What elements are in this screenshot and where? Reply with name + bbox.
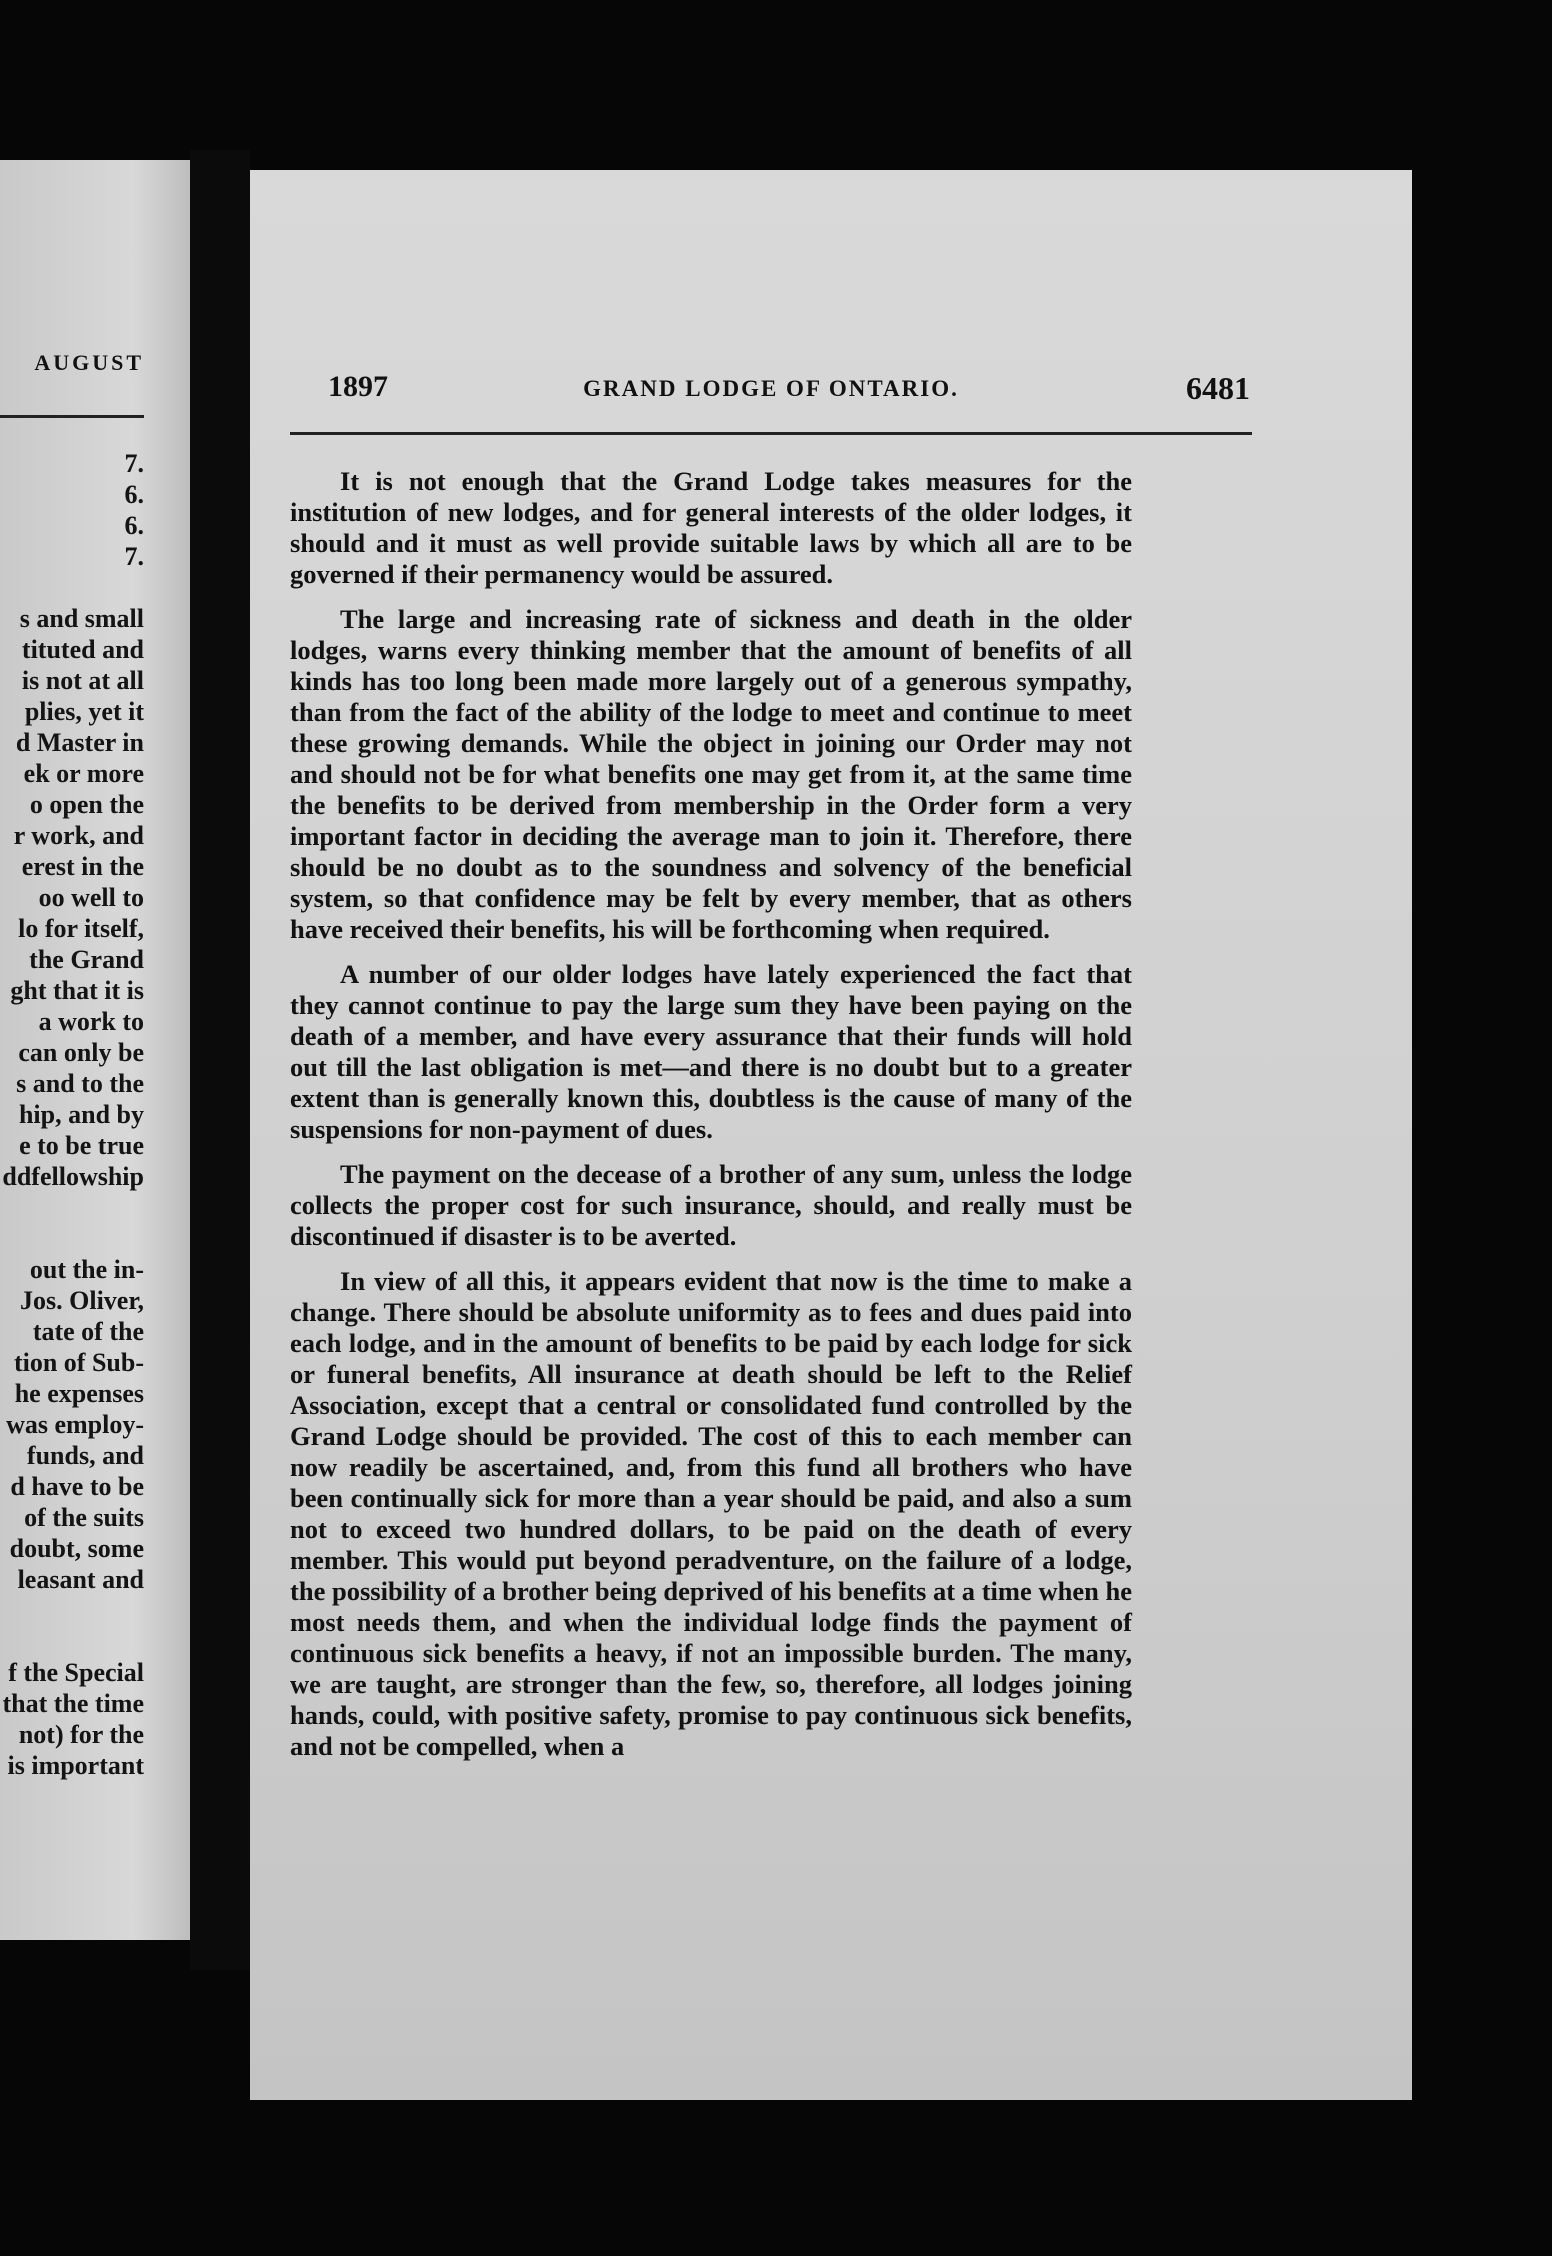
left-page-line: leasant and <box>17 1565 144 1594</box>
paragraph: In view of all this, it appears evident that now is the time to make a change. There should be absolute uniformity as to fees and dues paid into each lodge, and in the amount of benefits to be paid by each lodge for sick or funeral benefits, All insurance at death should be left to the Relief Association, except that a central or consolidated fund controlled by the Grand Lodge should be provided. The cost of this to each member can now readily be ascertained, and, from this fund all brothers who have been continually sick for more than a year should be paid, and also a sum not to exceed two hundred dollars, to be paid on the death of every member. This would put beyond peradventure, on the failure of a lodge, the possibility of a brother being deprived of his benefits at a time when he most needs them, and when the individual lodge finds the payment of continuous sick benefits a heavy, if not an impossible burden. The many, we are taught, are stronger than the few, so, therefore, all lodges joining hands, could, with positive safety, promise to pay continuous sick benefits, and not be compelled, when a <box>290 1266 1132 1761</box>
left-page-line <box>2 1626 144 1657</box>
left-page-line: 6. <box>124 480 144 509</box>
left-page-line: s and small <box>19 604 144 633</box>
left-page-line: lo for itself, <box>18 914 144 943</box>
left-page-line: that the time <box>2 1689 144 1718</box>
left-page-line: was employ- <box>6 1410 144 1439</box>
left-page-line <box>2 1223 144 1254</box>
body-text <box>290 466 1132 1776</box>
left-page-line: f the Special <box>8 1658 144 1687</box>
left-page-line: o open the <box>29 790 144 819</box>
header-page-number: 6481 <box>1186 370 1250 406</box>
left-page-line: r work, and <box>13 821 144 850</box>
left-page-line <box>2 572 144 603</box>
left-page-line: Jos. Oliver, <box>20 1286 144 1315</box>
left-page-line: ddfellowship <box>2 1162 144 1191</box>
left-page-line: ght that it is <box>10 976 144 1005</box>
left-page-line: tituted and <box>21 635 144 664</box>
paragraph: A number of our older lodges have lately experienced the fact that they cannot continue to pay the large sum they have been paying on the death of a member, and have every assurance that their funds will hold out till the last obligation is met—and there is no doubt but to a greater extent than is generally known this, doubtless is the cause of many of the suspensions for non-payment of dues. <box>290 959 1132 1144</box>
left-page-line: funds, and <box>26 1441 144 1470</box>
left-page-line: out the in- <box>29 1255 144 1284</box>
left-page-line: hip, and by <box>18 1100 144 1129</box>
book-gutter <box>190 150 250 1970</box>
left-page-line: not) for the <box>18 1720 144 1749</box>
left-page-line: plies, yet it <box>24 697 144 726</box>
left-page-line: a work to <box>38 1007 144 1036</box>
left-page-line: ek or more <box>23 759 144 788</box>
header-year: 1897 <box>328 370 388 403</box>
left-page-line: the Grand <box>29 945 144 974</box>
left-page-line: oo well to <box>38 883 144 912</box>
left-page-line: of the suits <box>24 1503 144 1532</box>
left-page-line: d Master in <box>15 728 144 757</box>
left-page-header: AUGUST <box>34 350 144 375</box>
left-page-line: doubt, some <box>9 1534 144 1563</box>
header-title: GRAND LODGE OF ONTARIO. <box>583 376 959 401</box>
left-page-line: 6. <box>124 511 144 540</box>
left-page-line: tion of Sub- <box>13 1348 144 1377</box>
paragraph: The large and increasing rate of sickness and death in the older lodges, warns every thinking member that the amount of benefits of all kinds has too long been made more largely out of a generous sympathy, than from the fact of the ability of the lodge to meet and continue to meet these growing demands. While the object in joining our Order may not and should not be for what benefits one may get from it, at the same time the benefits to be derived from membership in the Order form a very important factor in deciding the average man to join it. Therefore, there should be no doubt as to the soundness and solvency of the beneficial system, so that confidence may be felt by every member, that as others have received their benefits, his will be forthcoming when required. <box>290 604 1132 944</box>
left-page-line: e to be true <box>19 1131 144 1160</box>
left-page-line: 7. <box>124 542 144 571</box>
paragraph: The payment on the decease of a brother of any sum, unless the lodge collects the proper cost for such insurance, should, and really must be discontinued if disaster is to be averted. <box>290 1159 1132 1251</box>
left-page-line: s and to the <box>16 1069 144 1098</box>
left-page-line <box>2 1595 144 1626</box>
running-head <box>290 370 1252 410</box>
left-page-line: can only be <box>18 1038 144 1067</box>
header-rule <box>290 432 1252 435</box>
left-header-rule <box>0 415 144 418</box>
paragraph: It is not enough that the Grand Lodge takes measures for the institution of new lodges, and for general interests of the older lodges, it should and it must as well provide suitable laws by which all are to be governed if their permanency would be assured. <box>290 466 1132 589</box>
main-page <box>250 170 1412 2100</box>
left-page-line: erest in the <box>21 852 144 881</box>
left-page-line: 7. <box>124 449 144 478</box>
left-page-line: is important <box>7 1751 144 1780</box>
left-page-line: he expenses <box>14 1379 144 1408</box>
left-page-text <box>2 448 144 1781</box>
left-page-line <box>2 1192 144 1223</box>
left-page-fragment <box>0 160 190 1940</box>
left-page-line: d have to be <box>10 1472 144 1501</box>
left-page-line: tate of the <box>32 1317 144 1346</box>
left-page-line: is not at all <box>21 666 144 695</box>
